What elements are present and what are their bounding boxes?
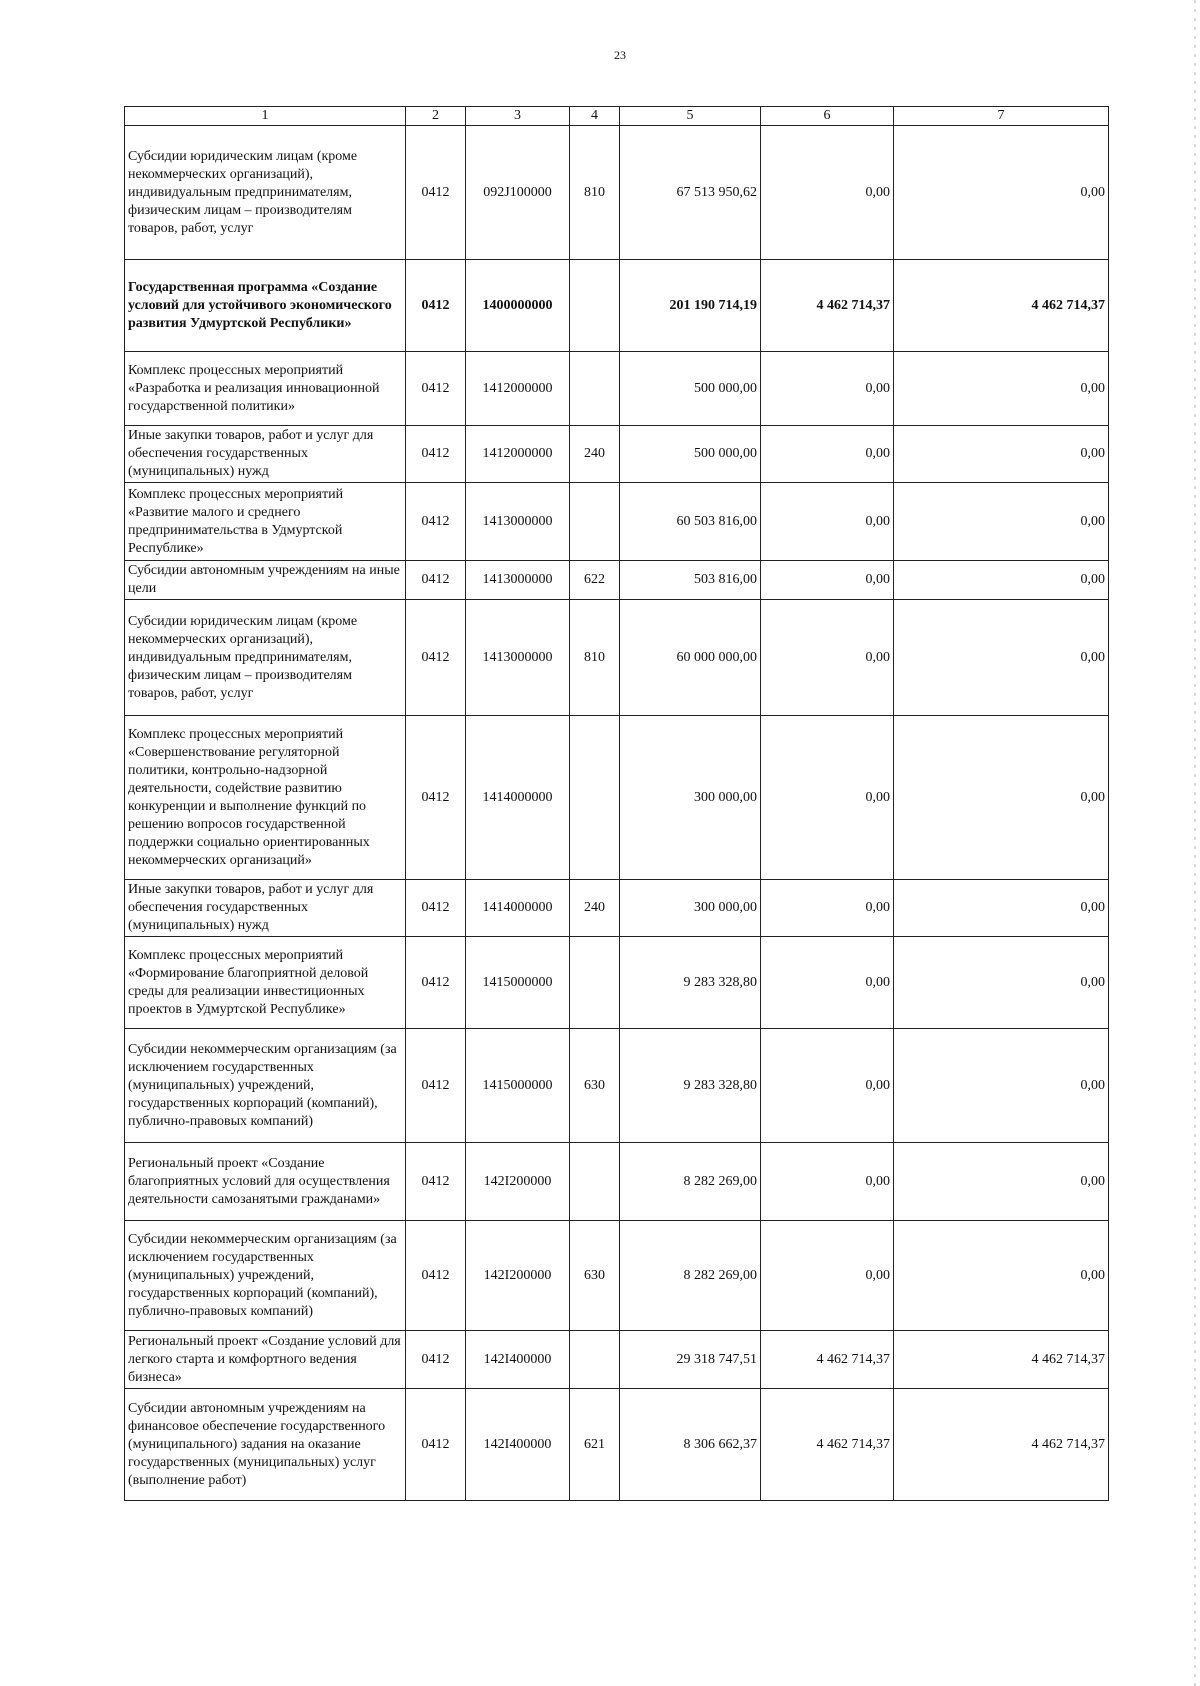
section-code: 0412 (406, 937, 466, 1029)
amount-2: 4 462 714,37 (761, 1389, 894, 1501)
row-name: Субсидии некоммерческим организациям (за исключением государственных (муниципальных) учреждений, государственных корпораций (компаний), публично-правовых компаний) (125, 1029, 406, 1143)
column-header: 5 (620, 107, 761, 126)
expense-type: 622 (570, 561, 620, 600)
amount-1: 8 306 662,37 (620, 1389, 761, 1501)
section-code: 0412 (406, 126, 466, 260)
section-code: 0412 (406, 352, 466, 426)
target-article: 1413000000 (466, 561, 570, 600)
amount-1: 300 000,00 (620, 716, 761, 880)
amount-2: 0,00 (761, 1029, 894, 1143)
table-row (125, 716, 1109, 880)
amount-1: 500 000,00 (620, 426, 761, 483)
amount-3: 0,00 (894, 1029, 1109, 1143)
column-header: 3 (466, 107, 570, 126)
target-article: 1412000000 (466, 352, 570, 426)
amount-1: 503 816,00 (620, 561, 761, 600)
amount-1: 67 513 950,62 (620, 126, 761, 260)
section-code: 0412 (406, 1029, 466, 1143)
row-name: Комплекс процессных мероприятий «Совершенствование регуляторной политики, контрольно-надзорной деятельности, содействие развитию конкуренции и выполнение функций по решению вопросов государственной поддержки социально ориентированных некоммерческих организаций» (125, 716, 406, 880)
amount-2: 0,00 (761, 600, 894, 716)
table-row (125, 483, 1109, 561)
amount-2: 4 462 714,37 (761, 260, 894, 352)
target-article: 1415000000 (466, 1029, 570, 1143)
table-row (125, 426, 1109, 483)
column-header: 7 (894, 107, 1109, 126)
expense-type (570, 716, 620, 880)
amount-3: 0,00 (894, 352, 1109, 426)
amount-2: 0,00 (761, 1221, 894, 1331)
amount-1: 8 282 269,00 (620, 1143, 761, 1221)
row-name: Региональный проект «Создание условий для легкого старта и комфортного ведения бизнеса» (125, 1331, 406, 1389)
target-article: 142I400000 (466, 1389, 570, 1501)
column-header: 1 (125, 107, 406, 126)
amount-2: 0,00 (761, 483, 894, 561)
row-name: Субсидии некоммерческим организациям (за исключением государственных (муниципальных) учреждений, государственных корпораций (компаний), публично-правовых компаний) (125, 1221, 406, 1331)
row-name: Государственная программа «Создание условий для устойчивого экономического развития Удмуртской Республики» (125, 260, 406, 352)
section-code: 0412 (406, 600, 466, 716)
amount-3: 0,00 (894, 600, 1109, 716)
expense-type (570, 352, 620, 426)
expense-type: 630 (570, 1221, 620, 1331)
amount-3: 0,00 (894, 1143, 1109, 1221)
table-row (125, 1221, 1109, 1331)
amount-2: 0,00 (761, 1143, 894, 1221)
amount-3: 4 462 714,37 (894, 1389, 1109, 1501)
row-name: Субсидии автономным учреждениям на иные цели (125, 561, 406, 600)
amount-1: 60 000 000,00 (620, 600, 761, 716)
amount-3: 4 462 714,37 (894, 260, 1109, 352)
budget-table (124, 106, 1109, 1501)
expense-type (570, 1331, 620, 1389)
amount-3: 0,00 (894, 1221, 1109, 1331)
target-article: 1414000000 (466, 880, 570, 937)
expense-type (570, 1143, 620, 1221)
amount-1: 9 283 328,80 (620, 937, 761, 1029)
expense-type: 810 (570, 126, 620, 260)
amount-1: 201 190 714,19 (620, 260, 761, 352)
table-row (125, 561, 1109, 600)
expense-type: 630 (570, 1029, 620, 1143)
row-name: Комплекс процессных мероприятий «Разработка и реализация инновационной государственной политики» (125, 352, 406, 426)
target-article: 1414000000 (466, 716, 570, 880)
expense-type: 240 (570, 880, 620, 937)
amount-2: 0,00 (761, 426, 894, 483)
target-article: 092J100000 (466, 126, 570, 260)
row-name: Региональный проект «Создание благоприятных условий для осуществления деятельности самозанятыми гражданами» (125, 1143, 406, 1221)
table-row (125, 1331, 1109, 1389)
table-row (125, 1389, 1109, 1501)
amount-2: 0,00 (761, 937, 894, 1029)
column-header: 2 (406, 107, 466, 126)
table-row (125, 880, 1109, 937)
amount-3: 0,00 (894, 483, 1109, 561)
expense-type (570, 260, 620, 352)
section-code: 0412 (406, 426, 466, 483)
table-row (125, 1143, 1109, 1221)
target-article: 142I200000 (466, 1221, 570, 1331)
table-row (125, 600, 1109, 716)
amount-1: 60 503 816,00 (620, 483, 761, 561)
section-code: 0412 (406, 880, 466, 937)
page-number: 23 (614, 48, 626, 62)
amount-2: 0,00 (761, 716, 894, 880)
expense-type: 240 (570, 426, 620, 483)
amount-1: 300 000,00 (620, 880, 761, 937)
column-header: 6 (761, 107, 894, 126)
amount-3: 0,00 (894, 716, 1109, 880)
row-name: Субсидии юридическим лицам (кроме некоммерческих организаций), индивидуальным предпринимателям, физическим лицам – производителям товаров, работ, услуг (125, 126, 406, 260)
section-code: 0412 (406, 561, 466, 600)
amount-3: 0,00 (894, 126, 1109, 260)
amount-2: 4 462 714,37 (761, 1331, 894, 1389)
table-row (125, 260, 1109, 352)
section-code: 0412 (406, 1389, 466, 1501)
amount-3: 0,00 (894, 426, 1109, 483)
row-name: Субсидии юридическим лицам (кроме некоммерческих организаций), индивидуальным предпринимателям, физическим лицам – производителям товаров, работ, услуг (125, 600, 406, 716)
target-article: 142I400000 (466, 1331, 570, 1389)
section-code: 0412 (406, 483, 466, 561)
target-article: 142I200000 (466, 1143, 570, 1221)
amount-3: 0,00 (894, 880, 1109, 937)
section-code: 0412 (406, 260, 466, 352)
target-article: 1413000000 (466, 600, 570, 716)
amount-1: 8 282 269,00 (620, 1221, 761, 1331)
expense-type (570, 483, 620, 561)
target-article: 1415000000 (466, 937, 570, 1029)
amount-2: 0,00 (761, 561, 894, 600)
table-row (125, 352, 1109, 426)
column-number-row (125, 107, 1109, 126)
target-article: 1412000000 (466, 426, 570, 483)
table-row (125, 937, 1109, 1029)
scan-edge-artifact (1194, 0, 1196, 1686)
amount-2: 0,00 (761, 352, 894, 426)
amount-1: 9 283 328,80 (620, 1029, 761, 1143)
expense-type: 621 (570, 1389, 620, 1501)
section-code: 0412 (406, 716, 466, 880)
amount-1: 500 000,00 (620, 352, 761, 426)
target-article: 1413000000 (466, 483, 570, 561)
expense-type (570, 937, 620, 1029)
section-code: 0412 (406, 1221, 466, 1331)
row-name: Иные закупки товаров, работ и услуг для обеспечения государственных (муниципальных) нужд (125, 880, 406, 937)
section-code: 0412 (406, 1331, 466, 1389)
amount-2: 0,00 (761, 126, 894, 260)
table-row (125, 1029, 1109, 1143)
target-article: 1400000000 (466, 260, 570, 352)
expense-type: 810 (570, 600, 620, 716)
row-name: Субсидии автономным учреждениям на финансовое обеспечение государственного (муниципального) задания на оказание государственных (муниципальных) услуг (выполнение работ) (125, 1389, 406, 1501)
amount-3: 0,00 (894, 561, 1109, 600)
table-row (125, 126, 1109, 260)
amount-1: 29 318 747,51 (620, 1331, 761, 1389)
amount-3: 4 462 714,37 (894, 1331, 1109, 1389)
column-header: 4 (570, 107, 620, 126)
amount-3: 0,00 (894, 937, 1109, 1029)
row-name: Комплекс процессных мероприятий «Формирование благоприятной деловой среды для реализации инвестиционных проектов в Удмуртской Республике» (125, 937, 406, 1029)
row-name: Иные закупки товаров, работ и услуг для обеспечения государственных (муниципальных) нужд (125, 426, 406, 483)
amount-2: 0,00 (761, 880, 894, 937)
row-name: Комплекс процессных мероприятий «Развитие малого и среднего предпринимательства в Удмуртской Республике» (125, 483, 406, 561)
section-code: 0412 (406, 1143, 466, 1221)
